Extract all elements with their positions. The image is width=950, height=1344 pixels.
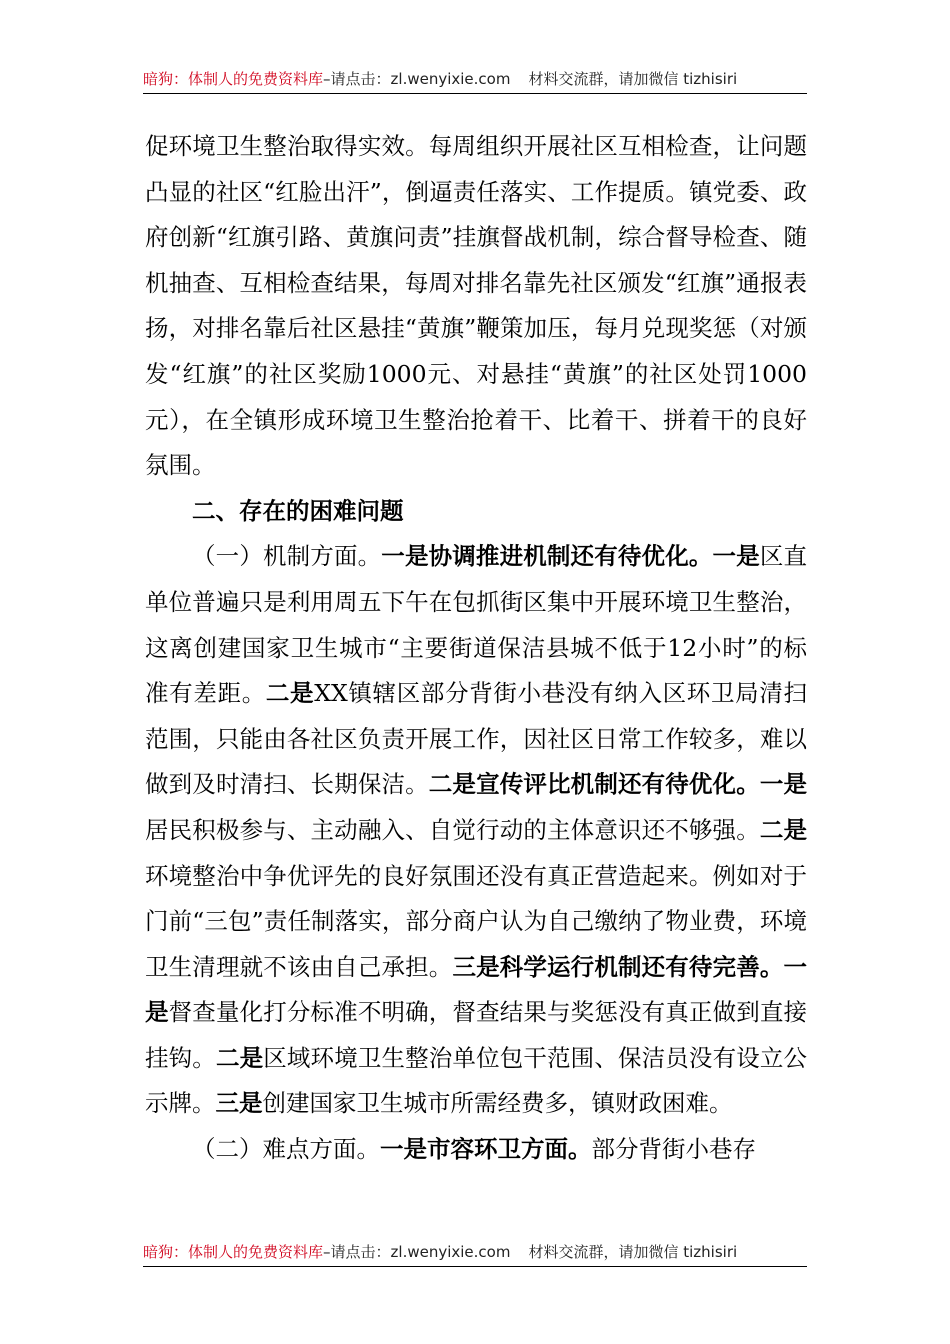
- footer-url-link[interactable]: zl.wenyixie.com: [390, 1243, 511, 1261]
- p2-text-2: 区直单位普遍只是利用周五下午在包抓街区集中开展环境卫生整治，这离创建国家卫生城市“主要街道保洁县城不低于12小时”的标准有差距。: [145, 542, 808, 708]
- p2-text-6: 督查量化打分标准不明确，督查结果与奖惩没有真正做到直接挂钩。: [145, 998, 808, 1072]
- p3-text-2: 部分背街小巷存: [591, 1135, 756, 1164]
- p2-text-3: XX镇辖区部分背街小巷没有纳入区环卫局清扫范围，只能由各社区负责开展工作，因社区日常工作较多，难以做到及时清扫、长期保洁。: [145, 679, 808, 799]
- p2-text-1: （一）机制方面。: [192, 542, 382, 571]
- header-click-label: –请点击：: [323, 70, 391, 88]
- footer-banner: [143, 1241, 807, 1263]
- document-body: [145, 124, 807, 1173]
- footer-site-name: 暗狗：体制人的免费资料库: [143, 1243, 324, 1261]
- p3-text-1: （二）难点方面。: [192, 1135, 380, 1164]
- footer-divider: [143, 1266, 807, 1267]
- p2-bold-2: 二是: [265, 679, 315, 708]
- paragraph-3: [145, 1127, 807, 1173]
- header-url-link[interactable]: zl.wenyixie.com: [390, 70, 511, 88]
- section-heading-2: 二、存在的困难问题: [192, 496, 404, 525]
- p3-bold-1: 一是市容环卫方面。: [380, 1135, 592, 1164]
- header-divider: [143, 93, 807, 94]
- footer-click-label: –请点击：: [323, 1243, 391, 1261]
- paragraph-1: 促环境卫生整治取得实效。每周组织开展社区互相检查，让问题凸显的社区“红脸出汗”，倒逼责任落实、工作提质。镇党委、政府创新“红旗引路、黄旗问责”挂旗督战机制，综合督导检查、随机抽查、互相检查结果，每周对排名靠先社区颁发“红旗”通报表扬，对排名靠后社区悬挂“黄旗”鞭策加压，每月兑现奖惩（对颁发“红旗”的社区奖励1000元、对悬挂“黄旗”的社区处罚1000元），在全镇形成环境卫生整治抢着干、比着干、拼着干的良好氛围。: [145, 132, 807, 480]
- p2-text-4: 居民积极参与、主动融入、自觉行动的主体意识还不够强。: [145, 815, 760, 844]
- p2-bold-5: 三是科学运行机制还有待完善。一是: [145, 952, 808, 1027]
- p2-text-8: 创建国家卫生城市所需经费多，镇财政困难。: [262, 1089, 733, 1118]
- paragraph-2: [145, 534, 807, 1127]
- header-banner: [143, 68, 807, 90]
- header-group-text: 材料交流群，请加微信 tizhisiri: [528, 70, 738, 88]
- footer-group-text: 材料交流群，请加微信 tizhisiri: [528, 1243, 738, 1261]
- p2-bold-7: 三是: [215, 1089, 263, 1118]
- p2-bold-6: 二是: [215, 1043, 264, 1072]
- p2-text-7: 区域环境卫生整治单位包干范围、保洁员没有设立公示牌。: [145, 1043, 808, 1118]
- header-site-name: 暗狗：体制人的免费资料库: [143, 70, 324, 88]
- p2-bold-1: 一是协调推进机制还有待优化。一是: [381, 542, 760, 571]
- p2-bold-3: 二是宣传评比机制还有待优化。一是: [428, 770, 808, 799]
- p2-text-5: 环境整治中争优评先的良好氛围还没有真正营造起来。例如对于门前“三包”责任制落实，部分商户认为自己缴纳了物业费，环境卫生清理就不该由自己承担。: [145, 861, 807, 981]
- p2-bold-4: 二是: [759, 815, 808, 844]
